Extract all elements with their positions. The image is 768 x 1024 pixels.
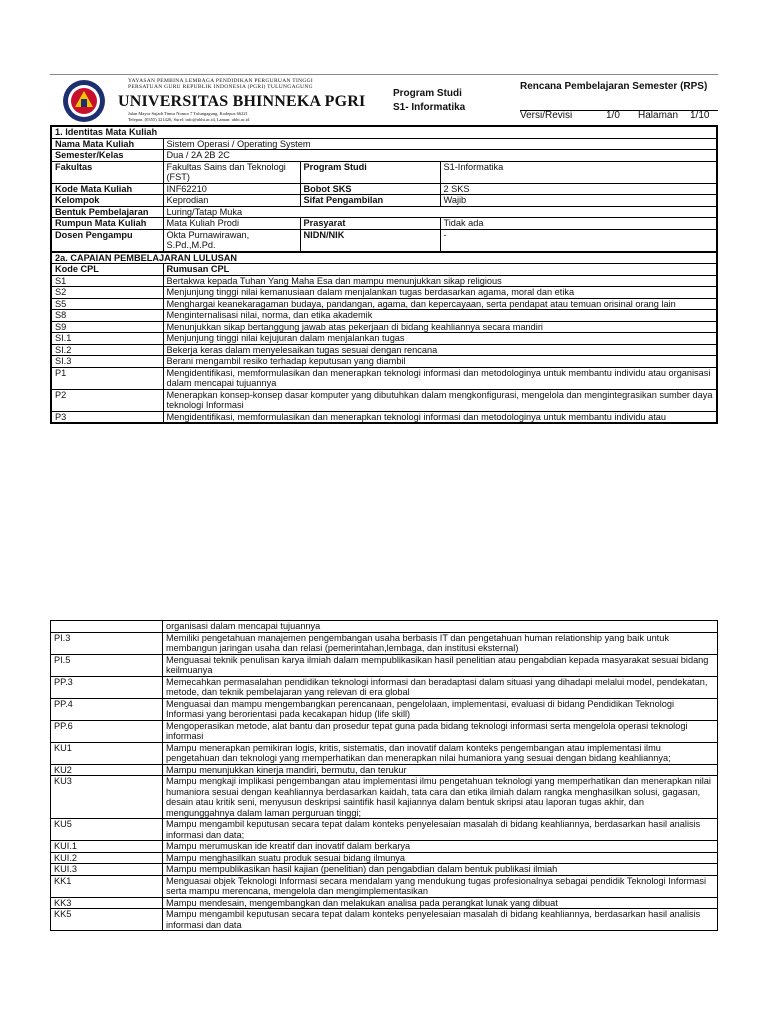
cpl-code-cell: KK1 <box>51 875 163 897</box>
table-row <box>51 819 718 841</box>
bobot-value: 2 SKS <box>440 183 717 195</box>
cpl-description-cell: Berani mengambil resiko terhadap keputusan yang diambil <box>163 356 717 368</box>
table-row <box>51 150 717 162</box>
fakultas-value: Fakultas Sains dan Teknologi (FST) <box>163 161 300 183</box>
address-line-2: Telepon. (0355) 321426, Surel: info@ubhi.ac.id, Laman: ubhi.ac.id <box>128 116 250 122</box>
kode-value: INF62210 <box>163 183 300 195</box>
table-row <box>51 161 717 183</box>
cpl-code-cell: PI.3 <box>51 632 163 654</box>
cpl-code-cell: S1 <box>51 275 163 287</box>
cpl-code-cell: SI.2 <box>51 344 163 356</box>
fakultas-label: Fakultas <box>51 161 163 183</box>
cpl-description-cell: Menguasai dan mampu mengembangkan perencanaan, pengelolaan, implementasi, evaluasi di bidang Pendidikan Teknologi Informasi yang berorientasi pada kecakapan hidup (life skill) <box>163 698 718 720</box>
table-row <box>51 344 717 356</box>
university-name: UNIVERSITAS BHINNEKA PGRI <box>118 93 366 110</box>
cpl-code-cell: KU5 <box>51 819 163 841</box>
table-row <box>51 229 717 252</box>
table-row <box>51 632 718 654</box>
document-header <box>50 74 718 125</box>
table-row <box>51 698 718 720</box>
program-block <box>393 87 465 115</box>
cpl-description-cell: Menunjukkan sikap bertanggung jawab atas pekerjaan di bidang keahliannya secara mandiri <box>163 321 717 333</box>
cpl-description-cell: Menguasai teknik penulisan karya ilmiah dalam mempublikasikan hasil penelitian atau pengabdian kepada masyarakat sesuai bidang keilmuanya <box>163 654 718 676</box>
cpl-code-cell: SI.3 <box>51 356 163 368</box>
table-row <box>51 367 717 389</box>
cpl-description-cell: Mampu menerapkan pemikiran logis, kritis, sistematis, dan inovatif dalam konteks pengembangan atau implementasi ilmu pengetahuan dan teknologi yang memperhatikan dan menerapkan nilai humaniora yang sesuai dengan bidang keahliannya; <box>163 742 718 764</box>
table-row <box>51 621 718 633</box>
prodi-label: Program Studi <box>300 161 440 183</box>
document-title: Rencana Pembelajaran Semester (RPS) <box>520 81 708 92</box>
identity-section-title: 1. Identitas Mata Kuliah <box>51 126 717 138</box>
foundation-line-2: PERSATUAN GURU REPUBLIK INDONESIA (PGRI) TULUNGAGUNG <box>128 84 313 90</box>
cpl-description-cell: Memiliki pengetahuan manajemen pengembangan usaha berbasis IT dan pengetahuan human relationship yang baik untuk membangun jaringan usaha dan relasi (pemerintahan,lembaga, dan institusi eksternal) <box>163 632 718 654</box>
cpl-code-cell: P2 <box>51 389 163 411</box>
page-label: Halaman <box>638 110 679 121</box>
cpl-code-cell: S2 <box>51 287 163 299</box>
university-address <box>128 111 249 122</box>
cpl-description-cell: Menerapkan konsep-konsep dasar komputer yang dibutuhkan dalam mengkonfigurasi, mengelola dan mengintegrasikan sumber daya teknologi Informasi <box>163 389 717 411</box>
cpl-code-cell: KUI.2 <box>51 852 163 864</box>
table-row <box>51 875 718 897</box>
table-row <box>51 654 718 676</box>
program-name: S1- Informatika <box>393 102 466 113</box>
table-row <box>51 218 717 230</box>
nidn-label: NIDN/NIK <box>300 229 440 252</box>
cpl-description-cell: Mampu mengambil keputusan secara tepat dalam konteks penyelesaian masalah di bidang keahliannya, berdasarkan hasil analisis informasi dan data; <box>163 819 718 841</box>
prasyarat-value: Tidak ada <box>440 218 717 230</box>
table-row <box>51 183 717 195</box>
cpl-code-cell: KUI.1 <box>51 841 163 853</box>
nidn-value: - <box>440 229 717 252</box>
cpl-continuation-table <box>50 620 718 931</box>
rumpun-value: Mata Kuliah Prodi <box>163 218 300 230</box>
cpl-code-cell: PP.6 <box>51 720 163 742</box>
col-header-desc: Rumusan CPL <box>163 264 717 276</box>
table-row <box>51 356 717 368</box>
rps-page-1 <box>50 74 718 424</box>
table-row <box>51 298 717 310</box>
sifat-value: Wajib <box>440 195 717 207</box>
semester-label: Semester/Kelas <box>51 150 163 162</box>
cpl-section-title: 2a. CAPAIAN PEMBELAJARAN LULUSAN <box>51 252 717 264</box>
section-title-row <box>51 126 717 138</box>
table-row <box>51 909 718 931</box>
cpl-code-cell: P1 <box>51 367 163 389</box>
cpl-description-cell: Menghargai keanekaragaman budaya, pandangan, agama, dan kepercayaan, serta pendapat atau temuan orisinal orang lain <box>163 298 717 310</box>
cpl-code-cell: PP.4 <box>51 698 163 720</box>
cpl-code-cell <box>51 621 163 633</box>
table-row <box>51 776 718 819</box>
cpl-description-cell: Mampu mendesain, mengembangkan dan melakukan analisa pada perangkat lunak yang dibuat <box>163 897 718 909</box>
kode-label: Kode Mata Kuliah <box>51 183 163 195</box>
cpl-description-cell: Menjunjung tinggi nilai kemanusiaan dalam menjalankan tugas berdasarkan agama, moral dan etika <box>163 287 717 299</box>
table-header-row <box>51 264 717 276</box>
cpl-code-cell: P3 <box>51 411 163 423</box>
cpl-description-cell: Mampu merumuskan ide kreatif dan inovatif dalam berkarya <box>163 841 718 853</box>
cpl-description-cell: Mampu mengkaji implikasi pengembangan atau implementasi ilmu pengetahuan teknologi yang memperhatikan dan menerapkan nilai humaniora sesuai dengan keahliannya berdasarkan kaidah, tata cara dan etika ilmiah dalam rangka menghasilkan solusi, gagasan, desain atau kritik seni, menyusun deskripsi saintifik hasil kajiannya dalam bentuk skripsi atau laporan tugas akhir, dan mengunggahnya dalam laman perguruan tinggi; <box>163 776 718 819</box>
cpl-description-cell: Mampu menunjukkan kinerja mandiri, bermutu, dan terukur <box>163 764 718 776</box>
cpl-description-cell: Mampu mengambil keputusan secara tepat dalam konteks penyelesaian masalah di bidang keahliannya, berdasarkan hasil analisis informasi dan data <box>163 909 718 931</box>
section-title-row <box>51 252 717 264</box>
cpl-description-cell: Mengidentifikasi, memformulasikan dan menerapkan teknologi informasi dan metodologinya untuk membantu individu atau organisasi dalam mencapai tujuannya <box>163 367 717 389</box>
university-logo-icon <box>62 79 106 123</box>
table-row <box>51 411 717 423</box>
foundation-line-1: YAYASAN PEMBINA LEMBAGA PENDIDIKAN PERGURUAN TINGGI <box>128 78 314 84</box>
cpl-code-cell: KK3 <box>51 897 163 909</box>
identity-table <box>50 125 718 424</box>
table-row <box>51 742 718 764</box>
table-row <box>51 287 717 299</box>
cpl-code-cell: S9 <box>51 321 163 333</box>
cpl-description-cell: Mengoperasikan metode, alat bantu dan prosedur tepat guna pada bidang teknologi informasi serta mengelola operasi teknologi informasi <box>163 720 718 742</box>
table-row <box>51 321 717 333</box>
cpl-description-cell: Bertakwa kepada Tuhan Yang Maha Esa dan mampu menunjukkan sikap religious <box>163 275 717 287</box>
cpl-description-cell: Menginternalisasi nilai, norma, dan etika akademik <box>163 310 717 322</box>
bentuk-value: Luring/Tatap Muka <box>163 206 717 218</box>
table-row <box>51 389 717 411</box>
bobot-label: Bobot SKS <box>300 183 440 195</box>
prodi-value: S1-Informatika <box>440 161 717 183</box>
cpl-code-cell: KU1 <box>51 742 163 764</box>
cpl-code-cell: SI.1 <box>51 333 163 345</box>
dosen-label: Dosen Pengampu <box>51 229 163 252</box>
table-row <box>51 195 717 207</box>
cpl-description-cell: Menguasai objek Teknologi Informasi secara mendalam yang mendukung tugas profesionalnya sebagai pendidik Teknologi Informasi serta mampu merencana, mengelola dan mengimplementasikan <box>163 875 718 897</box>
cpl-code-cell: KK5 <box>51 909 163 931</box>
cpl-description-cell: Mampu mempublikasikan hasil kajian (penelitian) dan pengabdian dalam bentuk publikasi ilmiah <box>163 864 718 876</box>
cpl-description-cell: Mengidentifikasi, memformulasikan dan menerapkan teknologi informasi dan metodologinya untuk membantu individu atau <box>163 411 717 423</box>
cpl-rows <box>51 275 717 423</box>
cpl-description-cell: Bekerja keras dalam menyelesaikan tugas sesuai dengan rencana <box>163 344 717 356</box>
cpl-code-cell: KU3 <box>51 776 163 819</box>
cpl-code-cell: PP.3 <box>51 676 163 698</box>
version-row <box>520 110 718 121</box>
cpl-code-cell: KU2 <box>51 764 163 776</box>
table-row <box>51 864 718 876</box>
address-line-1: Jalan Mayor Sujadi Timur Nomor 7 Tulungagung, Kodepos 66221 <box>128 111 248 116</box>
table-row <box>51 275 717 287</box>
bentuk-label: Bentuk Pembelajaran <box>51 206 163 218</box>
cpl-description-cell: Mampu menghasilkan suatu produk sesuai bidang ilmunya <box>163 852 718 864</box>
table-row <box>51 138 717 150</box>
semester-value: Dua / 2A 2B 2C <box>163 150 717 162</box>
rps-page-2 <box>50 620 718 931</box>
cpl-rows <box>51 632 718 931</box>
prasyarat-label: Prasyarat <box>300 218 440 230</box>
rumpun-label: Rumpun Mata Kuliah <box>51 218 163 230</box>
table-row <box>51 310 717 322</box>
cpl-code-cell: S5 <box>51 298 163 310</box>
foundation-name <box>128 78 313 90</box>
cpl-code-cell: S8 <box>51 310 163 322</box>
sifat-label: Sifat Pengambilan <box>300 195 440 207</box>
table-row <box>51 676 718 698</box>
kelompok-value: Keprodian <box>163 195 300 207</box>
cpl-code-cell: PI.5 <box>51 654 163 676</box>
nama-value: Sistem Operasi / Operating System <box>163 138 717 150</box>
table-row <box>51 206 717 218</box>
table-row <box>51 720 718 742</box>
table-row <box>51 841 718 853</box>
cpl-description-cell: Menjunjung tinggi nilai kejujuran dalam menjalankan tugas <box>163 333 717 345</box>
table-row <box>51 764 718 776</box>
program-label: Program Studi <box>393 88 462 99</box>
page-value: 1/10 <box>690 110 710 121</box>
kelompok-label: Kelompok <box>51 195 163 207</box>
table-row <box>51 333 717 345</box>
version-value: 1/0 <box>606 110 620 121</box>
table-row <box>51 852 718 864</box>
cpl-code-cell: KUI.3 <box>51 864 163 876</box>
version-label: Versi/Revisi <box>520 110 573 121</box>
cpl-description-cell: Memecahkan permasalahan pendidikan teknologi informasi dan beradaptasi dalam situasi yang dihadapi melalui model, pendekatan, metode, dan teknik pembelajaran yang relevan di era global <box>163 676 718 698</box>
table-row <box>51 897 718 909</box>
col-header-code: Kode CPL <box>51 264 163 276</box>
dosen-value: Okta Purnawirawan, S.Pd.,M.Pd. <box>163 229 300 252</box>
continuation-text: organisasi dalam mencapai tujuannya <box>163 621 718 633</box>
nama-label: Nama Mata Kuliah <box>51 138 163 150</box>
